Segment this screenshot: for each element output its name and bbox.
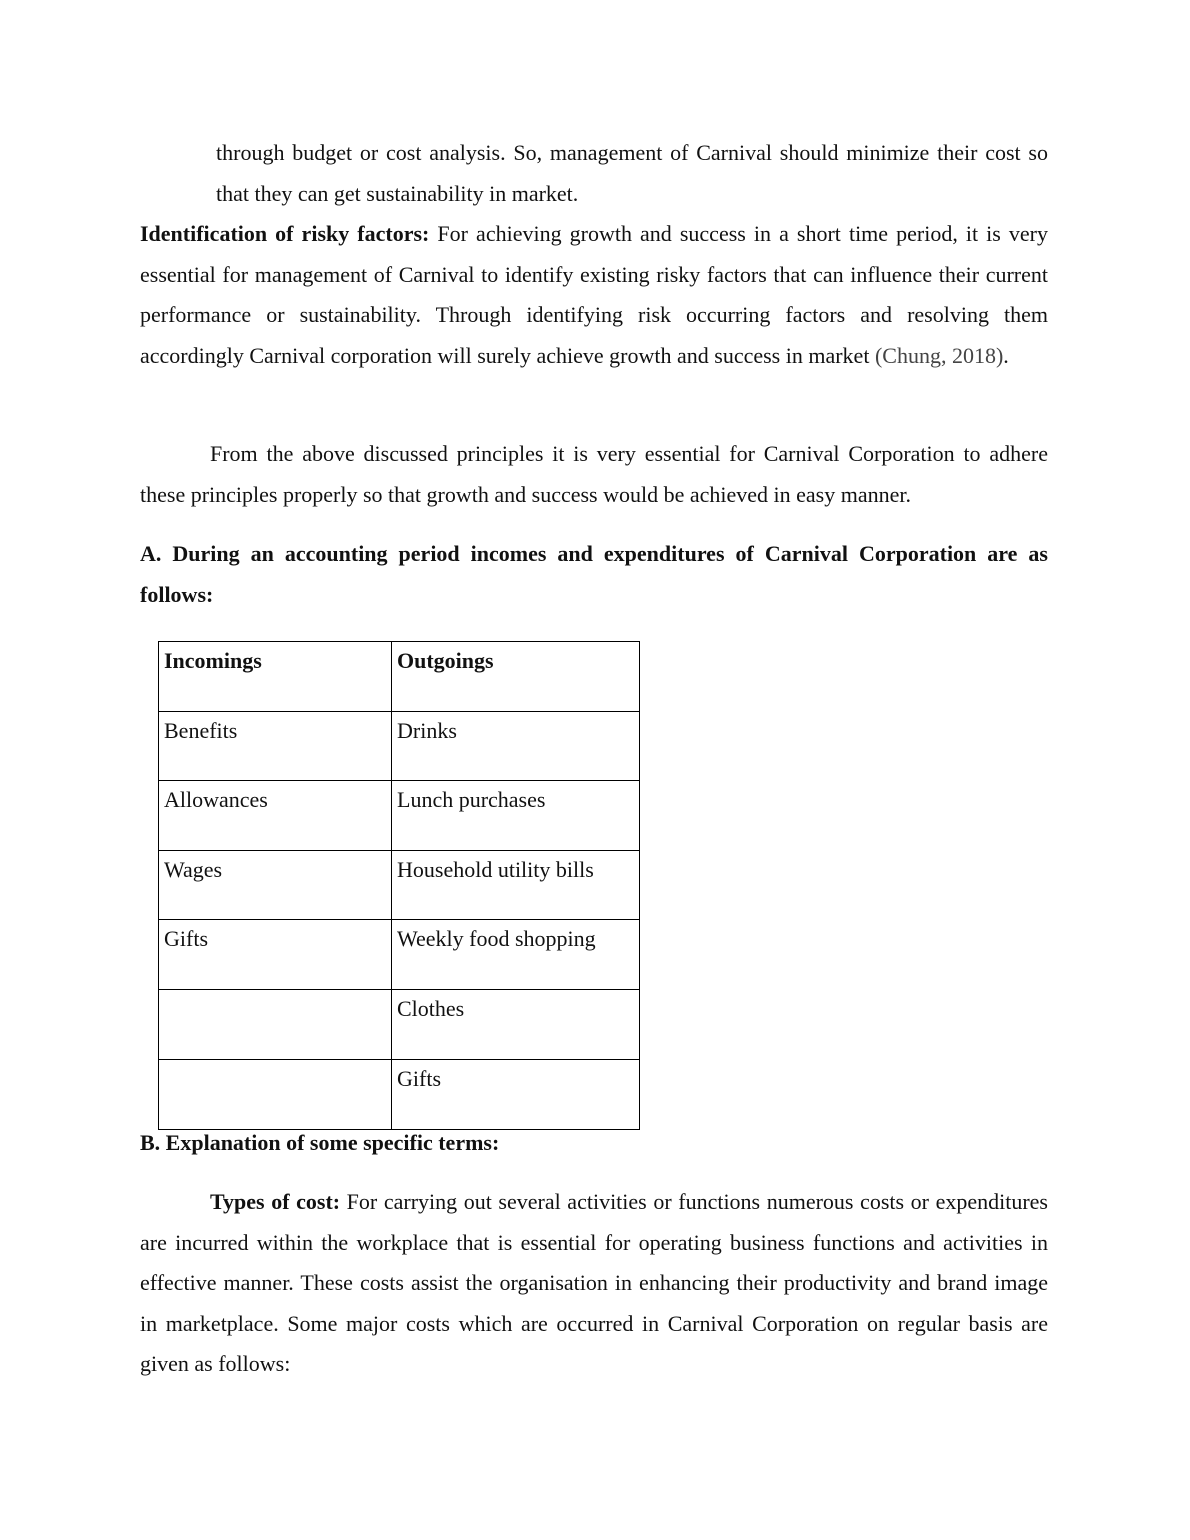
risky-factors-paragraph: [140, 214, 1048, 376]
table-header-row: [159, 642, 640, 712]
table-cell-incoming: Allowances: [159, 781, 392, 851]
types-of-cost-label: Types of cost:: [210, 1189, 341, 1214]
table-cell-outgoing: Household utility bills: [392, 851, 640, 920]
table-row: [159, 990, 640, 1060]
types-of-cost-paragraph: [140, 1182, 1048, 1385]
section-b-heading: B. Explanation of some specific terms:: [140, 1130, 500, 1155]
incomings-outgoings-table: [158, 641, 640, 1130]
risky-factors-citation: (Chung, 2018): [874, 342, 1004, 368]
table-row: [159, 712, 640, 781]
table-row: [159, 781, 640, 851]
table-row: [159, 851, 640, 920]
table-cell-incoming: Benefits: [159, 712, 392, 781]
conclusion-text: From the above discussed principles it is very essential for Carnival Corporation to adhere these principles properly so that growth and success would be achieved in easy manner.: [140, 441, 1048, 507]
table-cell-outgoing: Weekly food shopping: [392, 920, 640, 990]
risky-factors-text: For achieving growth and success in a short time period, it is very essential for management of Carnival to identify existing risky factors that can influence their current performance or sustainability. Through identifying risk occurring factors and resolving them accordingly Carnival corporation will surely achieve growth and success in market: [140, 221, 1048, 368]
table-cell-incoming: [159, 990, 392, 1060]
table-cell-outgoing: Clothes: [392, 990, 640, 1060]
table-row: [159, 920, 640, 990]
table-cell-outgoing: Gifts: [392, 1060, 640, 1130]
table-cell-incoming: Wages: [159, 851, 392, 920]
table-cell-incoming: [159, 1060, 392, 1130]
section-a-heading: A. During an accounting period incomes and expenditures of Carnival Corporation are as follows:: [140, 541, 1048, 607]
conclusion-paragraph: [140, 434, 1048, 515]
types-of-cost-text: For carrying out several activities or functions numerous costs or expenditures are incurred within the workplace that is essential for operating business functions and activities in effective manner. These costs assist the organisation in enhancing their productivity and brand image in marketplace. Some major costs which are occurred in Carnival Corporation on regular basis are given as follows:: [140, 1189, 1048, 1376]
intro-continuation-paragraph: [216, 133, 1048, 214]
table-header-incomings: Incomings: [159, 642, 392, 712]
risky-factors-end: .: [1003, 342, 1009, 368]
table-cell-outgoing: Lunch purchases: [392, 781, 640, 851]
risky-factors-label: Identification of risky factors:: [140, 221, 430, 246]
table-header-outgoings: Outgoings: [392, 642, 640, 712]
table-cell-outgoing: Drinks: [392, 712, 640, 781]
table-row: [159, 1060, 640, 1130]
intro-continuation-text: through budget or cost analysis. So, management of Carnival should minimize their cost so that they can get sustainability in market.: [216, 140, 1048, 206]
table-cell-incoming: Gifts: [159, 920, 392, 990]
